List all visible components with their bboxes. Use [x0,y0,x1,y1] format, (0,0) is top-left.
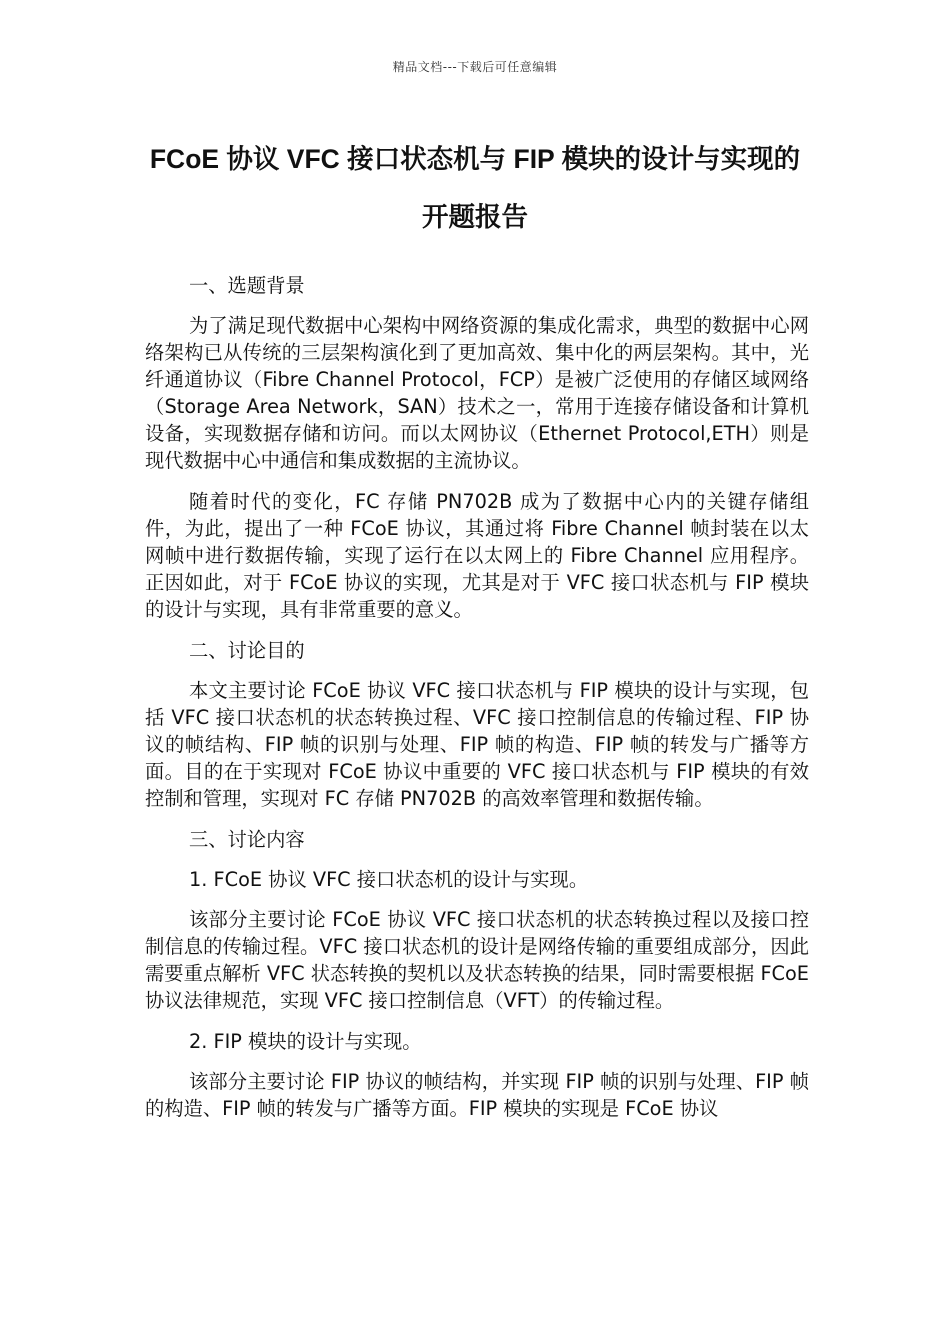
document-title: FCoE 协议 VFC 接口状态机与 FIP 模块的设计与实现的开题报告 [149,144,801,232]
content-item-2: 2. FIP 模块的设计与实现。 [189,1030,422,1053]
paragraph-content-2: 该部分主要讨论 FIP 协议的帧结构，并实现 FIP 帧的识别与处理、FIP 帧的构造、FIP 帧的转发与广播等方面。FIP 模块的实现是 FCoE 协议 [145,1070,809,1120]
content-item-1: 1. FCoE 协议 VFC 接口状态机的设计与实现。 [189,868,589,891]
paragraph-content-1: 该部分主要讨论 FCoE 协议 VFC 接口状态机的状态转换过程以及接口控制信息的传输过程。VFC 接口状态机的设计是网络传输的重要组成部分，因此需要重点解析 VFC 状态转换的契机以及状态转换的结果，同时需要根据 FCoE 协议法律规范，实现 VFC 接口控制信息（VFT）的传输过程。 [145,908,809,1012]
running-header: 精品文档---下载后可任意编辑 [392,60,558,74]
document-body [145,272,809,1136]
paragraph-background-1: 为了满足现代数据中心架构中网络资源的集成化需求，典型的数据中心网络架构已从传统的三层架构演化到了更加高效、集中化的两层架构。其中，光纤通道协议（Fibre Channel Protocol，FCP）是被广泛使用的存储区域网络（Storage Area Network，SAN）技术之一，常用于连接存储设备和计算机设备，实现数据存储和访问。而以太网协议（Ethernet Protocol,ETH）则是现代数据中心中通信和集成数据的主流协议。 [145,314,809,472]
paragraph-background-2: 随着时代的变化，FC 存储 PN702B 成为了数据中心内的关键存储组件，为此，提出了一种 FCoE 协议，其通过将 Fibre Channel 帧封装在以太网帧中进行数据传输，实现了运行在以太网上的 Fibre Channel 应用程序。正因如此，对于 FCoE 协议的实现，尤其是对于 VFC 接口状态机与 FIP 模块的设计与实现，具有非常重要的意义。 [145,490,809,621]
section-heading-background: 一、选题背景 [189,274,305,297]
paragraph-purpose: 本文主要讨论 FCoE 协议 VFC 接口状态机与 FIP 模块的设计与实现，包括 VFC 接口状态机的状态转换过程、VFC 接口控制信息的传输过程、FIP 协议的帧结构、FIP 帧的识别与处理、FIP 帧的构造、FIP 帧的转发与广播等方面。目的在于实现对 FCoE 协议中重要的 VFC 接口状态机与 FIP 模块的有效控制和管理，实现对 FC 存储 PN702B 的高效率管理和数据传输。 [145,679,809,810]
section-heading-purpose: 二、讨论目的 [189,639,305,662]
section-heading-content: 三、讨论内容 [189,828,305,851]
